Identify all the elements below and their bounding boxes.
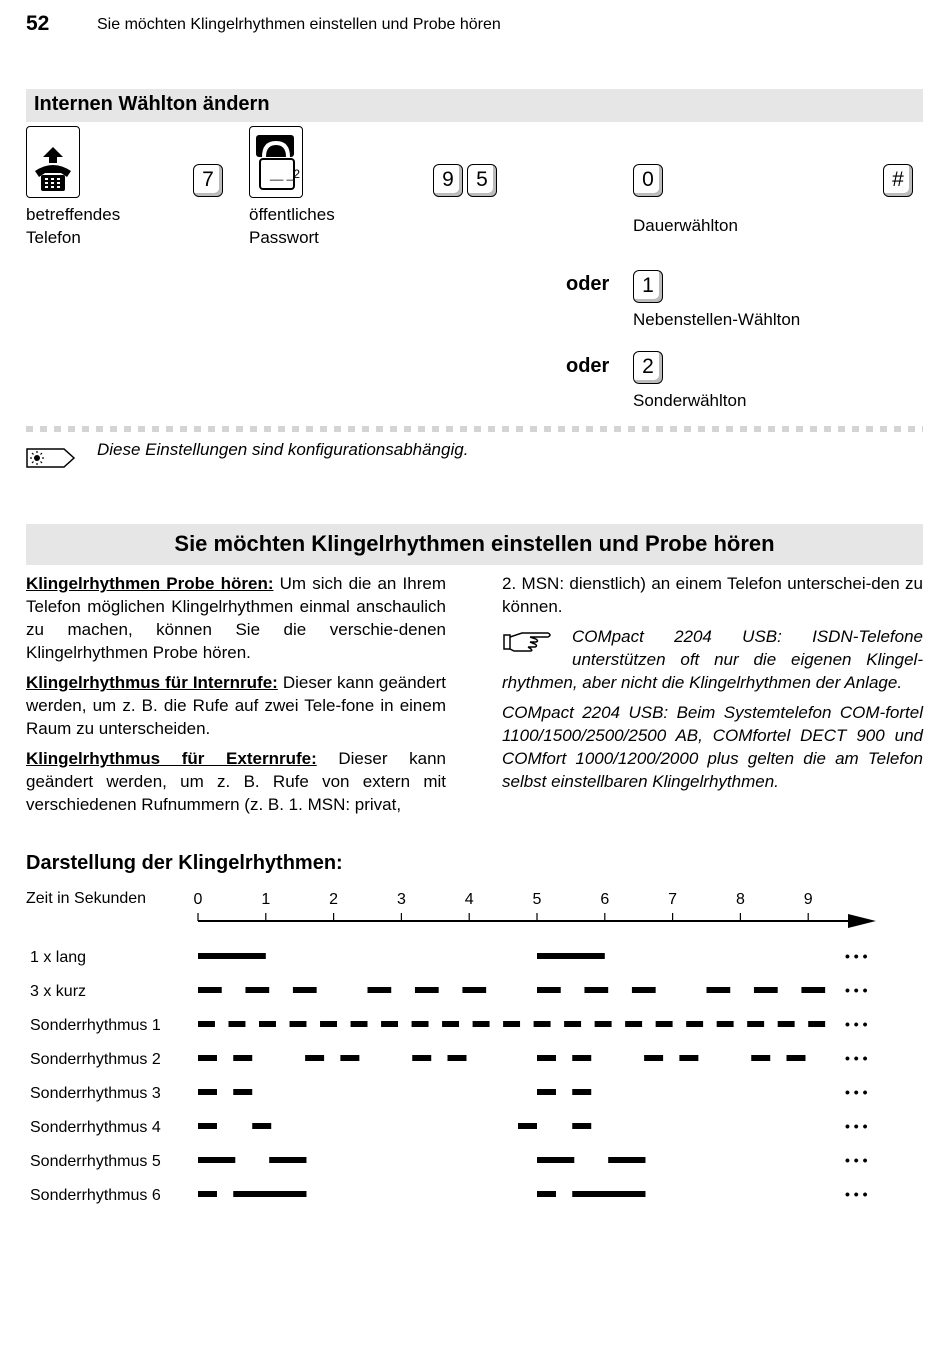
running-title: Sie möchten Klingelrhythmen einstellen und Probe hören xyxy=(97,16,501,33)
ring-segment xyxy=(305,1055,324,1061)
password-icon xyxy=(249,126,303,198)
key-9: 9 xyxy=(433,164,463,197)
tick-label: 3 xyxy=(396,891,406,908)
ring-segment xyxy=(233,1089,252,1095)
ring-segment xyxy=(233,1191,306,1197)
option-label-sonder: Sonderwählton xyxy=(633,391,747,410)
key-5: 5 xyxy=(467,164,497,197)
paragraph: Klingelrhythmus für Internrufe: Dieser kann geändert werden, um z. B. die Rufe auf zwei Tele-fone in einem Raum zu unterscheiden. xyxy=(26,673,446,738)
ring-segment xyxy=(787,1055,806,1061)
ring-segment xyxy=(518,1123,537,1129)
tick-label: 4 xyxy=(464,891,474,908)
phone-icon xyxy=(26,126,80,198)
diagram-title: Darstellung der Klingelrhythmen: xyxy=(26,852,343,874)
ring-segment xyxy=(412,1055,431,1061)
separator xyxy=(26,426,923,432)
ring-segment xyxy=(252,1123,271,1129)
ring-segment xyxy=(608,1157,645,1163)
continuation-dots: • • • xyxy=(845,948,868,964)
section-title-bar xyxy=(26,524,923,565)
ring-segment xyxy=(707,987,731,993)
page-number: 52 xyxy=(26,12,50,35)
ring-segment xyxy=(351,1021,368,1027)
ring-segment xyxy=(537,953,605,959)
ring-segment xyxy=(229,1021,246,1027)
ring-segment xyxy=(368,987,392,993)
tick-label: 0 xyxy=(193,891,203,908)
ring-segment xyxy=(778,1021,795,1027)
ring-segment xyxy=(537,1055,556,1061)
ring-segment xyxy=(198,1021,215,1027)
ring-segment xyxy=(259,1021,276,1027)
ring-segment xyxy=(412,1021,429,1027)
password-hint: __ _2 xyxy=(270,167,301,181)
hint-paragraph: COMpact 2204 USB: ISDN-Telefone unterstützen oft nur die eigenen Klingel-rhythmen, aber nicht die Klingelrhythmen der Anlage. xyxy=(502,627,923,692)
ring-segment xyxy=(269,1157,306,1163)
tick-label: 6 xyxy=(600,891,610,908)
ring-segment xyxy=(679,1055,698,1061)
ring-segment xyxy=(473,1021,490,1027)
ring-segment xyxy=(754,987,778,993)
ring-segment xyxy=(198,1123,217,1129)
ring-segment xyxy=(198,1089,217,1095)
oder-label: oder xyxy=(566,355,610,377)
tick-label: 2 xyxy=(329,891,339,908)
tick-label: 7 xyxy=(668,891,678,908)
ring-segment xyxy=(537,1157,574,1163)
row-label: Sonderrhythmus 4 xyxy=(30,1119,161,1136)
row-label: Sonderrhythmus 5 xyxy=(30,1153,161,1170)
ring-segment xyxy=(198,953,266,959)
ring-segment xyxy=(320,1021,337,1027)
ring-segment xyxy=(572,1123,591,1129)
ring-segment xyxy=(340,1055,359,1061)
section-title: Internen Wählton ändern xyxy=(34,93,270,115)
axis-arrow xyxy=(848,914,876,928)
tick-label: 1 xyxy=(261,891,271,908)
note-text: Diese Einstellungen sind konfigurationsabhängig. xyxy=(97,440,469,459)
option-label-dauer: Dauerwählton xyxy=(633,216,738,235)
section-title-bar xyxy=(26,89,923,122)
ring-segment xyxy=(415,987,439,993)
ring-segment xyxy=(801,987,825,993)
key-2: 2 xyxy=(633,351,663,384)
ring-segment xyxy=(245,987,269,993)
ring-segment xyxy=(233,1055,252,1061)
continuation-dots: • • • xyxy=(845,1050,868,1066)
row-label: Sonderrhythmus 6 xyxy=(30,1187,161,1204)
ring-segment xyxy=(572,1089,591,1095)
paragraph: Klingelrhythmus für Externrufe: Dieser kann geändert werden, um z. B. Rufe von extern mit verschiedenen Rufnummern (z. B. 1. MSN: privat, xyxy=(26,749,447,814)
ring-segment xyxy=(462,987,486,993)
light-icon xyxy=(26,446,76,475)
ring-segment xyxy=(632,987,656,993)
phone-label: betreffendes Telefon xyxy=(26,205,121,247)
ring-segment xyxy=(198,1055,217,1061)
ring-segment xyxy=(198,987,222,993)
option-label-nebenstellen: Nebenstellen-Wählton xyxy=(633,310,801,329)
timeline-diagram xyxy=(0,880,950,1210)
ring-segment xyxy=(290,1021,307,1027)
ring-segment xyxy=(448,1055,467,1061)
continuation-dots: • • • xyxy=(845,1118,868,1134)
pointing-hand-icon xyxy=(502,627,572,657)
row-label: Sonderrhythmus 1 xyxy=(30,1017,161,1034)
ring-segment xyxy=(625,1021,642,1027)
paragraph: Klingelrhythmen Probe hören: Um sich die an Ihrem Telefon möglichen Klingelrhythmen einmal anschaulich zu machen, können Sie die verschie-denen Klingelrhythmen Probe hören. xyxy=(26,574,446,662)
ring-segment xyxy=(751,1055,770,1061)
ring-segment xyxy=(293,987,317,993)
key-hash: # xyxy=(883,164,913,197)
continuation-dots: • • • xyxy=(845,1186,868,1202)
paragraph: 2. MSN: dienstlich) an einem Telefon unterschei-den zu können. xyxy=(502,574,923,616)
ring-segment xyxy=(198,1157,235,1163)
ring-segment xyxy=(381,1021,398,1027)
ring-segment xyxy=(537,1191,556,1197)
ring-segment xyxy=(503,1021,520,1027)
row-label: Sonderrhythmus 2 xyxy=(30,1051,161,1068)
left-column xyxy=(26,572,446,823)
ring-segment xyxy=(717,1021,734,1027)
ring-segment xyxy=(537,1089,556,1095)
right-column xyxy=(502,572,923,800)
ring-segment xyxy=(537,987,561,993)
continuation-dots: • • • xyxy=(845,1152,868,1168)
continuation-dots: • • • xyxy=(845,982,868,998)
ring-segment xyxy=(198,1191,217,1197)
continuation-dots: • • • xyxy=(845,1016,868,1032)
ring-segment xyxy=(656,1021,673,1027)
key-7: 7 xyxy=(193,164,223,197)
row-label: 1 x lang xyxy=(30,949,87,966)
password-label: öffentliches Passwort xyxy=(249,205,335,247)
ring-segment xyxy=(808,1021,825,1027)
tick-label: 9 xyxy=(803,891,813,908)
ring-segment xyxy=(747,1021,764,1027)
ring-segment xyxy=(595,1021,612,1027)
key-0: 0 xyxy=(633,164,663,197)
ring-segment xyxy=(534,1021,551,1027)
ring-segment xyxy=(442,1021,459,1027)
row-label: Sonderrhythmus 3 xyxy=(30,1085,161,1102)
ring-segment xyxy=(572,1191,645,1197)
ring-segment xyxy=(686,1021,703,1027)
tick-label: 8 xyxy=(735,891,745,908)
continuation-dots: • • • xyxy=(845,1084,868,1100)
oder-label: oder xyxy=(566,273,610,295)
row-label: 3 x kurz xyxy=(30,983,87,1000)
hint-paragraph: COMpact 2204 USB: Beim Systemtelefon COM-fortel 1100/1500/2500/2500 AB, COMfortel DECT 900 und COMfort 1000/1200/2000 plus gelten die am Telefon selbst einstellbaren Klingelrhythmen. xyxy=(502,703,923,791)
ring-segment xyxy=(644,1055,663,1061)
ring-segment xyxy=(564,1021,581,1027)
section-title: Sie möchten Klingelrhythmen einstellen und Probe hören xyxy=(174,531,775,556)
ring-segment xyxy=(584,987,608,993)
tick-label: 5 xyxy=(532,891,542,908)
axis-label: Zeit in Sekunden xyxy=(26,890,147,907)
ring-segment xyxy=(572,1055,591,1061)
key-1: 1 xyxy=(633,270,663,303)
